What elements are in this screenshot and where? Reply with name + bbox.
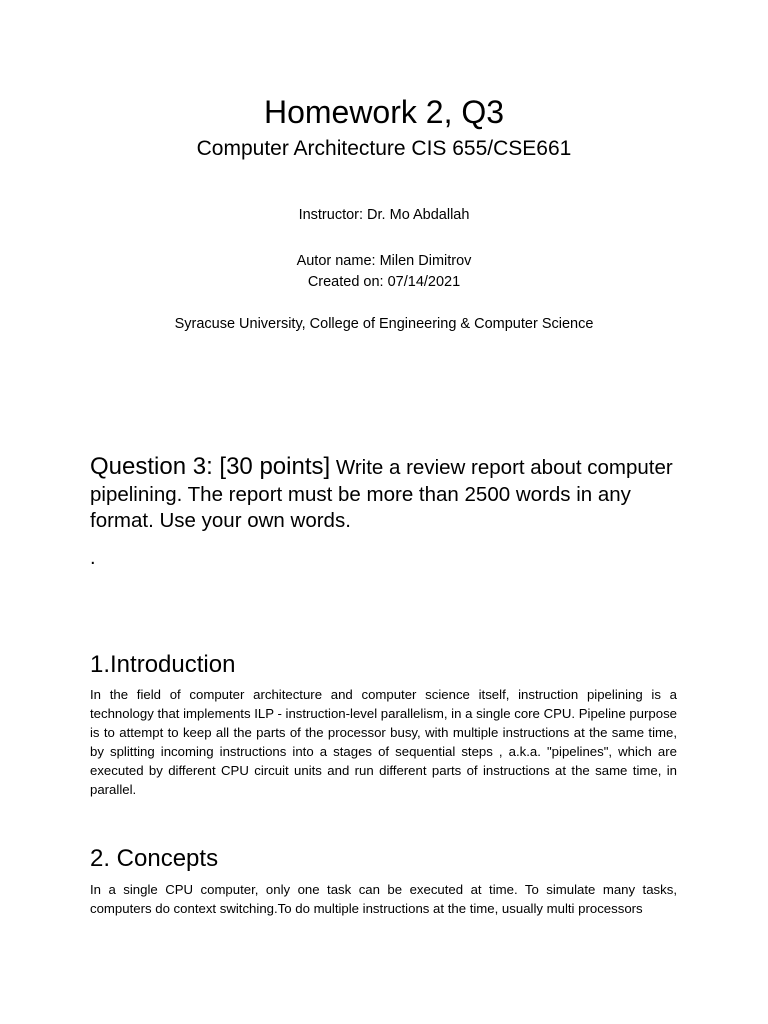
section-body-concepts: In a single CPU computer, only one task can be executed at time. To simulate many tasks, computers do context switching.To do multiple instructions at the time, usually multi processors [90, 882, 677, 916]
author-line: Autor name: Milen Dimitrov [296, 253, 472, 269]
question-text: Write a review report about computer pipelining. The report must be more than 2500 words in any format. Use your own words. [90, 456, 673, 532]
question-label: Question 3: [30 points] [90, 453, 331, 480]
section-heading-concepts: 2. Concepts [90, 845, 219, 872]
course-subtitle: Computer Architecture CIS 655/CSE661 [196, 137, 572, 160]
university-line: Syracuse University, College of Engineering & Computer Science [174, 316, 594, 332]
section-heading-introduction: 1.Introduction [90, 651, 236, 678]
instructor-line: Instructor: Dr. Mo Abdallah [298, 207, 470, 223]
created-date-line: Created on: 07/14/2021 [307, 274, 461, 290]
question-prompt [90, 454, 680, 535]
section-body-introduction: In the field of computer architecture and computer science itself, instruction pipelining is a technology that implements ILP - instruction-level parallelism, in a single core CPU. Pipeline purpose is to attempt to keep all the parts of the processor busy, with multiple instructions at the same time, by splitting incoming instructions into a stages of sequential steps , a.k.a. "pipelines", which are executed by different CPU circuit units and run different parts of instructions at the same time, in parallel. [90, 687, 677, 797]
question-trailing-dot: . [90, 547, 96, 569]
document-title: Homework 2, Q3 [263, 94, 505, 130]
